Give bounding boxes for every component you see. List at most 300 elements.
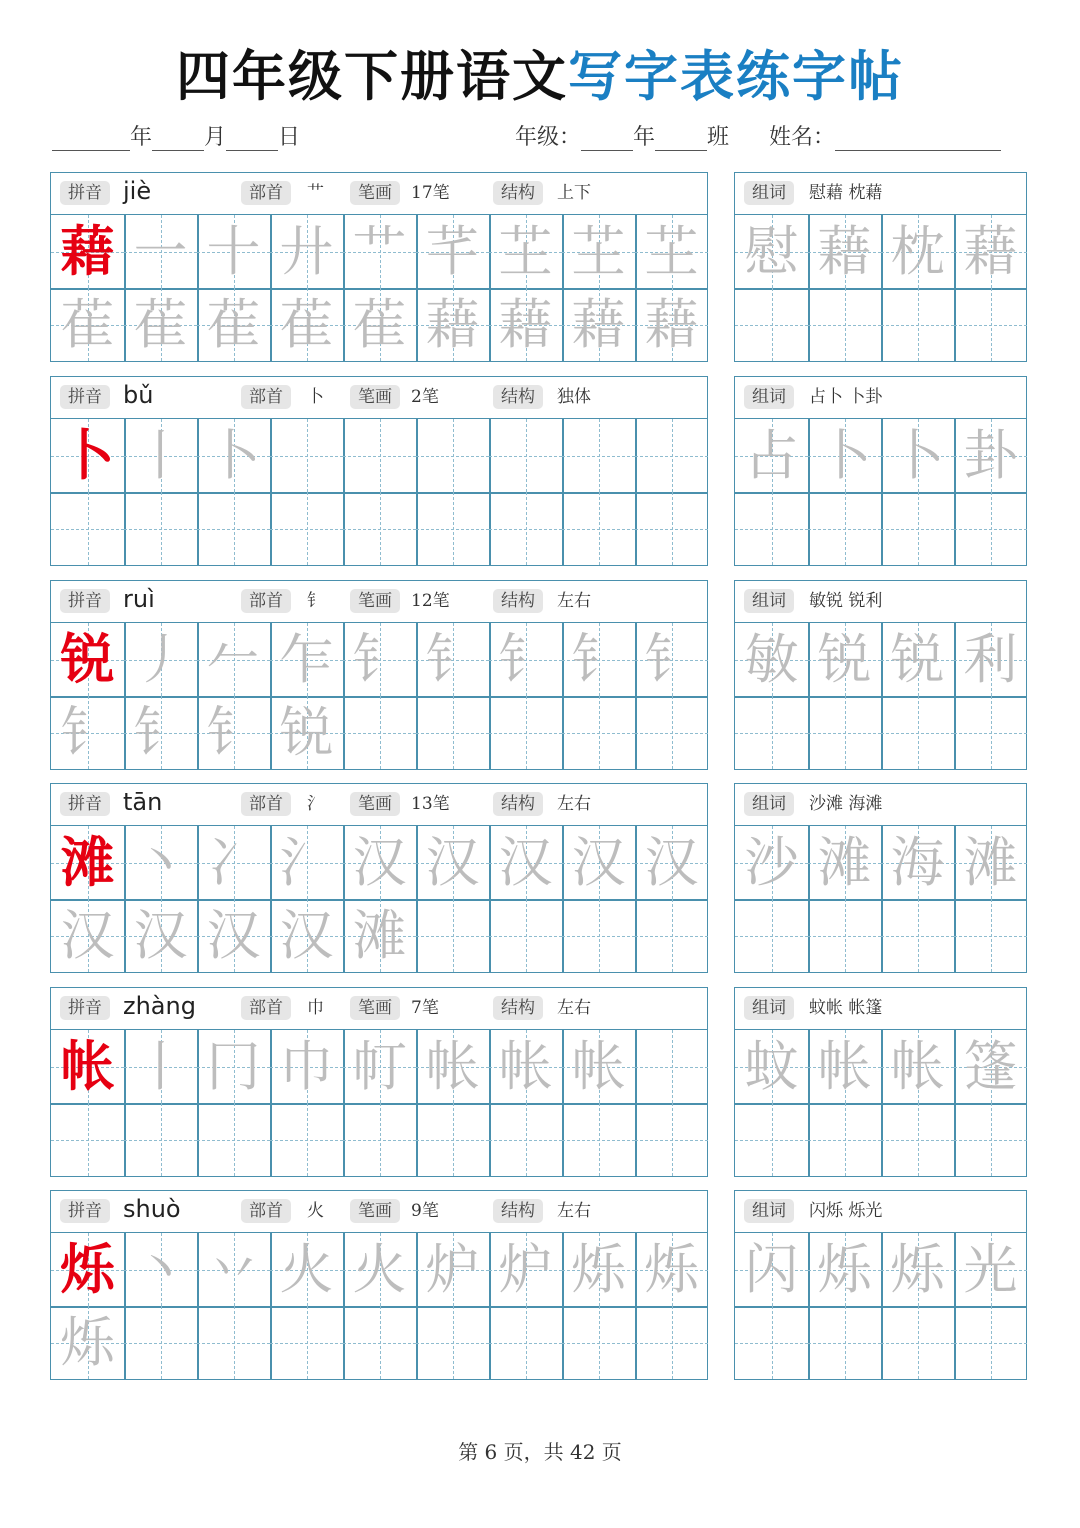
writing-cell[interactable]	[562, 419, 635, 492]
writing-cell[interactable]	[562, 288, 635, 361]
stroke-order-trace: 巾	[279, 1035, 334, 1098]
writing-cell[interactable]	[343, 419, 416, 492]
word-writing-cell[interactable]	[735, 492, 808, 565]
writing-cell[interactable]	[635, 288, 708, 361]
writing-cell[interactable]	[124, 899, 197, 972]
word-trace-character: 藉	[817, 220, 872, 283]
writing-cell[interactable]	[635, 419, 708, 492]
word-writing-cell[interactable]	[881, 1306, 954, 1379]
writing-cell[interactable]	[635, 696, 708, 769]
writing-cell[interactable]	[562, 826, 635, 899]
radical-tag: 部首	[241, 181, 291, 205]
writing-cell[interactable]	[124, 1103, 197, 1176]
writing-cell[interactable]	[416, 1103, 489, 1176]
writing-cell[interactable]	[343, 899, 416, 972]
word-trace-character: 烁	[817, 1238, 872, 1301]
writing-cell[interactable]	[124, 696, 197, 769]
pinyin-value: tān	[123, 788, 163, 816]
writing-cell[interactable]	[489, 1233, 562, 1306]
word-writing-cell[interactable]	[881, 215, 954, 288]
word-writing-cell[interactable]	[808, 419, 881, 492]
writing-cell[interactable]	[635, 1103, 708, 1176]
strokes-value: 17笔	[411, 183, 450, 203]
strokes-value: 2笔	[411, 387, 439, 407]
writing-cell[interactable]	[124, 215, 197, 288]
words-header	[735, 173, 1026, 215]
stroke-order-trace: 汉	[60, 904, 115, 967]
word-writing-cell[interactable]	[808, 623, 881, 696]
writing-cell[interactable]	[197, 215, 270, 288]
writing-cell[interactable]	[343, 492, 416, 565]
stroke-order-trace: 汉	[498, 831, 553, 894]
writing-cell[interactable]	[124, 1030, 197, 1103]
writing-cell[interactable]	[416, 1306, 489, 1379]
pinyin-value: ruì	[123, 585, 155, 613]
writing-cell[interactable]	[489, 419, 562, 492]
words-header	[735, 377, 1026, 419]
writing-cell[interactable]	[489, 1306, 562, 1379]
writing-cell[interactable]	[270, 215, 343, 288]
writing-cell[interactable]	[124, 826, 197, 899]
writing-cell[interactable]	[416, 826, 489, 899]
writing-cell[interactable]	[343, 1233, 416, 1306]
model-character: 藉	[60, 219, 115, 283]
writing-cell[interactable]	[197, 1103, 270, 1176]
class-blank[interactable]	[655, 128, 707, 151]
writing-cell[interactable]	[343, 826, 416, 899]
stroke-order-trace: 十	[206, 220, 261, 283]
word-trace-character: 慰	[744, 220, 799, 283]
word-practice-panel	[734, 783, 1027, 973]
stroke-order-trace: 乍	[279, 628, 334, 691]
writing-cell[interactable]	[635, 623, 708, 696]
writing-cell[interactable]	[343, 696, 416, 769]
pinyin-value: zhàng	[123, 992, 196, 1020]
structure-tag: 结构	[493, 385, 543, 409]
stroke-order-trace: 汉	[279, 904, 334, 967]
writing-cell[interactable]	[270, 826, 343, 899]
word-writing-cell[interactable]	[954, 492, 1027, 565]
writing-cell[interactable]	[343, 1306, 416, 1379]
writing-cell[interactable]	[51, 1030, 124, 1103]
word-writing-cell[interactable]	[881, 288, 954, 361]
pinyin-tag: 拼音	[60, 385, 110, 409]
writing-cell[interactable]	[124, 492, 197, 565]
stroke-order-trace: 火	[279, 1238, 334, 1301]
word-trace-character: 卜	[890, 424, 945, 487]
radical-value: 火	[307, 1201, 324, 1221]
writing-cell[interactable]	[197, 696, 270, 769]
writing-cell[interactable]	[416, 419, 489, 492]
word-writing-cell[interactable]	[735, 696, 808, 769]
date-line	[52, 120, 300, 151]
word-writing-cell[interactable]	[808, 215, 881, 288]
writing-cell[interactable]	[489, 623, 562, 696]
word-trace-character: 锐	[890, 628, 945, 691]
word-practice-panel	[734, 580, 1027, 770]
writing-cell[interactable]	[635, 1233, 708, 1306]
writing-cell[interactable]	[124, 1306, 197, 1379]
stroke-order-trace: 丷	[206, 1238, 261, 1301]
words-tag: 组词	[744, 589, 794, 613]
word-writing-cell[interactable]	[735, 1103, 808, 1176]
writing-cell[interactable]	[270, 1103, 343, 1176]
writing-cell[interactable]	[416, 899, 489, 972]
word-writing-cell[interactable]	[954, 696, 1027, 769]
stroke-order-trace: 萑	[279, 293, 334, 356]
words-value: 沙滩 海滩	[809, 794, 883, 814]
word-writing-cell[interactable]	[808, 1233, 881, 1306]
stroke-order-trace: 一	[133, 220, 188, 283]
stroke-order-trace: 芏	[498, 220, 553, 283]
char-info-header	[51, 988, 707, 1030]
words-tag: 组词	[744, 181, 794, 205]
writing-cell[interactable]	[343, 1103, 416, 1176]
writing-cell[interactable]	[489, 1030, 562, 1103]
word-trace-character: 帐	[890, 1035, 945, 1098]
stroke-order-trace: 丿	[133, 628, 188, 691]
writing-cell[interactable]	[489, 288, 562, 361]
word-writing-cell[interactable]	[808, 899, 881, 972]
stroke-order-trace: 汉	[644, 831, 699, 894]
stroke-order-trace: 芏	[644, 220, 699, 283]
writing-cell[interactable]	[197, 826, 270, 899]
word-writing-cell[interactable]	[735, 288, 808, 361]
char-practice-panel	[50, 580, 708, 770]
writing-cell[interactable]	[562, 215, 635, 288]
radical-value: 钅	[307, 591, 324, 611]
stroke-order-trace: 钅	[571, 628, 626, 691]
word-writing-cell[interactable]	[881, 1030, 954, 1103]
char-info-header	[51, 173, 707, 215]
words-header	[735, 988, 1026, 1030]
writing-cell[interactable]	[270, 419, 343, 492]
radical-tag: 部首	[241, 792, 291, 816]
strokes-tag: 笔画	[350, 996, 400, 1020]
word-writing-cell[interactable]	[808, 826, 881, 899]
structure-value: 左右	[557, 1201, 591, 1221]
stroke-order-trace: 冫	[206, 831, 261, 894]
word-writing-cell[interactable]	[954, 899, 1027, 972]
writing-cell[interactable]	[635, 826, 708, 899]
pinyin-value: jiè	[123, 177, 152, 205]
word-writing-cell[interactable]	[881, 696, 954, 769]
pinyin-tag: 拼音	[60, 181, 110, 205]
writing-cell[interactable]	[51, 419, 124, 492]
stroke-order-trace: 锐	[279, 701, 334, 764]
writing-cell[interactable]	[489, 696, 562, 769]
word-writing-cell[interactable]	[808, 1103, 881, 1176]
writing-cell[interactable]	[197, 419, 270, 492]
writing-cell[interactable]	[489, 215, 562, 288]
pinyin-tag: 拼音	[60, 1199, 110, 1223]
structure-tag: 结构	[493, 181, 543, 205]
writing-cell[interactable]	[124, 623, 197, 696]
writing-cell[interactable]	[562, 696, 635, 769]
radical-tag: 部首	[241, 589, 291, 613]
writing-cell[interactable]	[197, 492, 270, 565]
words-value: 闪烁 烁光	[809, 1201, 883, 1221]
pinyin-tag: 拼音	[60, 589, 110, 613]
char-practice-panel	[50, 376, 708, 566]
word-trace-character: 敏	[744, 628, 799, 691]
word-trace-character: 卜	[817, 424, 872, 487]
words-header	[735, 1191, 1026, 1233]
writing-cell[interactable]	[270, 492, 343, 565]
structure-value: 独体	[557, 387, 591, 407]
structure-value: 左右	[557, 591, 591, 611]
word-writing-cell[interactable]	[808, 696, 881, 769]
writing-cell[interactable]	[51, 492, 124, 565]
radical-tag: 部首	[241, 1199, 291, 1223]
word-trace-character: 利	[963, 628, 1018, 691]
word-writing-cell[interactable]	[954, 623, 1027, 696]
word-writing-cell[interactable]	[735, 419, 808, 492]
grade-blank[interactable]	[581, 128, 633, 151]
writing-cell[interactable]	[562, 1233, 635, 1306]
writing-cell[interactable]	[489, 899, 562, 972]
word-writing-cell[interactable]	[954, 215, 1027, 288]
word-writing-cell[interactable]	[881, 623, 954, 696]
writing-cell[interactable]	[635, 1306, 708, 1379]
stroke-order-trace: 藉	[498, 293, 553, 356]
word-writing-cell[interactable]	[881, 1233, 954, 1306]
words-value: 慰藉 枕藉	[809, 183, 883, 203]
radical-value: 艹	[307, 183, 324, 203]
writing-cell[interactable]	[51, 1103, 124, 1176]
radical-value: 氵	[307, 794, 324, 814]
char-practice-panel	[50, 987, 708, 1177]
model-character: 锐	[60, 627, 115, 691]
writing-cell[interactable]	[270, 623, 343, 696]
stroke-order-trace: 滩	[352, 904, 407, 967]
strokes-value: 13笔	[411, 794, 450, 814]
writing-cell[interactable]	[416, 1233, 489, 1306]
word-writing-cell[interactable]	[735, 1030, 808, 1103]
stroke-order-trace: 丨	[133, 1035, 188, 1098]
writing-cell[interactable]	[197, 623, 270, 696]
stroke-order-trace: 萑	[60, 293, 115, 356]
words-value: 敏锐 锐利	[809, 591, 883, 611]
day-blank[interactable]	[226, 128, 278, 151]
strokes-tag: 笔画	[350, 181, 400, 205]
word-writing-cell[interactable]	[881, 899, 954, 972]
writing-cell[interactable]	[197, 288, 270, 361]
model-character: 滩	[60, 830, 115, 894]
writing-cell[interactable]	[343, 215, 416, 288]
student-line	[515, 120, 1001, 151]
stroke-order-trace: 钅	[498, 628, 553, 691]
writing-cell[interactable]	[416, 696, 489, 769]
writing-cell[interactable]	[416, 288, 489, 361]
stroke-order-trace: 萑	[206, 293, 261, 356]
writing-cell[interactable]	[51, 899, 124, 972]
writing-cell[interactable]	[270, 1030, 343, 1103]
word-trace-character: 卦	[963, 424, 1018, 487]
stroke-order-trace: 钅	[60, 701, 115, 764]
char-info-header	[51, 784, 707, 826]
word-trace-character: 枕	[890, 220, 945, 283]
word-writing-cell[interactable]	[881, 826, 954, 899]
word-writing-cell[interactable]	[735, 1306, 808, 1379]
char-practice-panel	[50, 783, 708, 973]
writing-cell[interactable]	[51, 288, 124, 361]
word-writing-cell[interactable]	[808, 1030, 881, 1103]
month-blank[interactable]	[152, 128, 204, 151]
stroke-order-trace: 钅	[352, 628, 407, 691]
writing-cell[interactable]	[270, 288, 343, 361]
writing-cell[interactable]	[562, 1030, 635, 1103]
name-label: 姓名：	[769, 125, 836, 150]
stroke-order-trace: 艹	[352, 220, 407, 283]
writing-cell[interactable]	[124, 288, 197, 361]
stroke-order-trace: 帄	[352, 1035, 407, 1098]
writing-cell[interactable]	[635, 1030, 708, 1103]
year-blank[interactable]	[52, 128, 130, 151]
word-writing-cell[interactable]	[735, 1233, 808, 1306]
writing-cell[interactable]	[51, 696, 124, 769]
word-trace-character: 锐	[817, 628, 872, 691]
words-value: 占卜 卜卦	[809, 387, 883, 407]
word-practice-panel	[734, 1190, 1027, 1380]
char-info-header	[51, 1191, 707, 1233]
writing-cell[interactable]	[416, 215, 489, 288]
stroke-order-trace: 冂	[206, 1035, 261, 1098]
stroke-order-trace: 汉	[425, 831, 480, 894]
stroke-order-trace: 帐	[425, 1035, 480, 1098]
words-header	[735, 581, 1026, 623]
word-trace-character: 烁	[890, 1238, 945, 1301]
day-label: 日	[278, 125, 301, 150]
word-practice-panel	[734, 172, 1027, 362]
stroke-order-trace: 卜	[206, 424, 261, 487]
word-writing-cell[interactable]	[881, 492, 954, 565]
writing-cell[interactable]	[270, 1233, 343, 1306]
radical-tag: 部首	[241, 996, 291, 1020]
word-writing-cell[interactable]	[735, 826, 808, 899]
writing-cell[interactable]	[562, 899, 635, 972]
stroke-order-trace: 藉	[425, 293, 480, 356]
month-label: 月	[204, 125, 227, 150]
writing-cell[interactable]	[562, 492, 635, 565]
strokes-tag: 笔画	[350, 589, 400, 613]
strokes-tag: 笔画	[350, 792, 400, 816]
pinyin-tag: 拼音	[60, 792, 110, 816]
writing-cell[interactable]	[197, 1030, 270, 1103]
writing-cell[interactable]	[489, 1103, 562, 1176]
word-trace-character: 占	[744, 424, 799, 487]
writing-cell[interactable]	[635, 899, 708, 972]
writing-cell[interactable]	[343, 1030, 416, 1103]
structure-value: 上下	[557, 183, 591, 203]
writing-cell[interactable]	[489, 492, 562, 565]
word-writing-cell[interactable]	[808, 1306, 881, 1379]
title-part2: 写字表练字帖	[568, 45, 904, 108]
word-writing-cell[interactable]	[735, 899, 808, 972]
word-trace-character: 光	[963, 1238, 1018, 1301]
writing-cell[interactable]	[270, 899, 343, 972]
word-trace-character: 滩	[817, 831, 872, 894]
word-writing-cell[interactable]	[881, 419, 954, 492]
pinyin-value: shuò	[123, 1195, 181, 1223]
writing-cell[interactable]	[270, 696, 343, 769]
word-trace-character: 海	[890, 831, 945, 894]
writing-cell[interactable]	[562, 623, 635, 696]
word-writing-cell[interactable]	[954, 288, 1027, 361]
stroke-order-trace: 钅	[133, 701, 188, 764]
stroke-order-trace: 钅	[206, 701, 261, 764]
writing-cell[interactable]	[197, 899, 270, 972]
word-writing-cell[interactable]	[954, 419, 1027, 492]
writing-cell[interactable]	[51, 215, 124, 288]
writing-cell[interactable]	[51, 1233, 124, 1306]
structure-value: 左右	[557, 794, 591, 814]
writing-cell[interactable]	[562, 1306, 635, 1379]
writing-cell[interactable]	[416, 1030, 489, 1103]
word-trace-character: 蚊	[744, 1035, 799, 1098]
stroke-order-trace: 汉	[571, 831, 626, 894]
writing-cell[interactable]	[635, 492, 708, 565]
structure-tag: 结构	[493, 589, 543, 613]
word-writing-cell[interactable]	[735, 623, 808, 696]
strokes-value: 9笔	[411, 1201, 439, 1221]
writing-cell[interactable]	[635, 215, 708, 288]
stroke-order-trace: 藉	[644, 293, 699, 356]
grade-year-label: 年	[633, 125, 656, 150]
word-writing-cell[interactable]	[808, 492, 881, 565]
writing-cell[interactable]	[562, 1103, 635, 1176]
stroke-order-trace: 炉	[498, 1238, 553, 1301]
name-blank[interactable]	[835, 128, 1001, 151]
stroke-order-trace: 藉	[571, 293, 626, 356]
writing-cell[interactable]	[124, 419, 197, 492]
writing-cell[interactable]	[416, 623, 489, 696]
word-trace-character: 沙	[744, 831, 799, 894]
stroke-order-trace: 萑	[133, 293, 188, 356]
writing-cell[interactable]	[416, 492, 489, 565]
word-writing-cell[interactable]	[954, 826, 1027, 899]
word-writing-cell[interactable]	[954, 1030, 1027, 1103]
word-practice-panel	[734, 376, 1027, 566]
writing-cell[interactable]	[124, 1233, 197, 1306]
word-trace-character: 篷	[963, 1035, 1018, 1098]
writing-cell[interactable]	[51, 623, 124, 696]
writing-cell[interactable]	[197, 1306, 270, 1379]
page-footer: 第 6 页，共 42 页	[458, 1440, 622, 1464]
word-writing-cell[interactable]	[735, 215, 808, 288]
grade-class-label: 班	[707, 125, 730, 150]
word-writing-cell[interactable]	[954, 1233, 1027, 1306]
words-tag: 组词	[744, 1199, 794, 1223]
words-value: 蚊帐 帐篷	[809, 998, 883, 1018]
word-writing-cell[interactable]	[954, 1103, 1027, 1176]
writing-cell[interactable]	[270, 1306, 343, 1379]
word-writing-cell[interactable]	[808, 288, 881, 361]
writing-cell[interactable]	[343, 288, 416, 361]
stroke-order-trace: 汉	[206, 904, 261, 967]
word-writing-cell[interactable]	[954, 1306, 1027, 1379]
writing-cell[interactable]	[51, 1306, 124, 1379]
writing-cell[interactable]	[51, 826, 124, 899]
writing-cell[interactable]	[343, 623, 416, 696]
word-trace-character: 帐	[817, 1035, 872, 1098]
word-writing-cell[interactable]	[881, 1103, 954, 1176]
stroke-order-trace: 汉	[133, 904, 188, 967]
words-header	[735, 784, 1026, 826]
writing-cell[interactable]	[489, 826, 562, 899]
writing-cell[interactable]	[197, 1233, 270, 1306]
model-character: 卜	[60, 423, 115, 487]
